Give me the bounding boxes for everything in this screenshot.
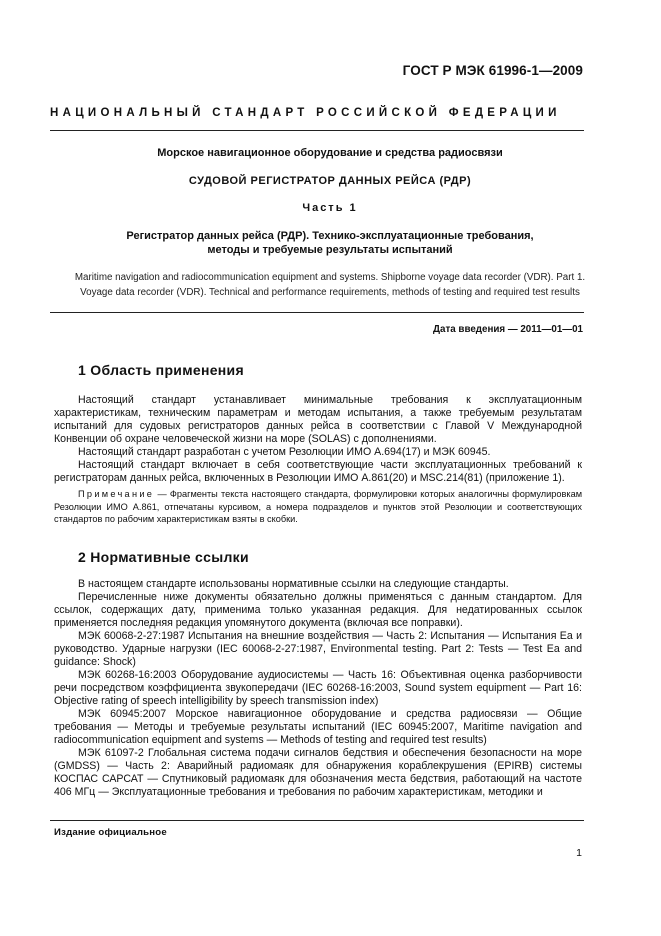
reference-entry: МЭК 61097-2 Глобальная система подачи сигналов бедствия и обеспечения безопасности на море (GMDSS) — Часть 2: Аварийный радиомаяк для обнаружения кораблекрушения (EPIRB) системы КОСПАС САРСАТ — Спутниковый радиомаяк для обозначения места бедствия, работающий на частоте 406 МГц — Эксплуатационные требования и требования по рабочим характеристикам, методики и — [54, 747, 582, 798]
title-main: СУДОВОЙ РЕГИСТРАТОР ДАННЫХ РЕЙСА (РДР) — [188, 175, 472, 187]
section-1-paragraph: Настоящий стандарт включает в себя соответствующие части эксплуатационных требований к регистраторам данных рейса, включенных в Резолюции ИМО А.861(20) и MSC.214(81) (приложение 1). — [54, 459, 582, 484]
section-1-heading: 1 Область применения — [78, 362, 244, 378]
title-subtitle — [60, 229, 600, 257]
introduction-date: Дата введения — 2011—01—01 — [433, 324, 583, 335]
section-2-paragraph: Перечисленные ниже документы обязательно должны применяться с данным стандартом. Для ссылок, содержащих дату, применима только указанная редакция. Для недатированных ссылок применяется последняя редакция упомянутого документа (включая все поправки). — [54, 591, 582, 629]
gost-code: ГОСТ Р МЭК 61996-1—2009 — [402, 63, 583, 78]
reference-entry: МЭК 60268-16:2003 Оборудование аудиосистемы — Часть 16: Объективная оценка разборчивости речи посредством коэффициента звукопередачи (IEC 60268-16:2003, Sound system equipment — Part 16: Objective rating of speech intelligibility by speech transmission index) — [54, 669, 582, 707]
english-title — [60, 270, 600, 300]
note-text: — Фрагменты текста настоящего стандарта, формулировки которых аналогичны формулировкам Резолюции ИМО А.861, отпечатаны курсивом, а номера подразделов и пунктов этой Резолюции и соответствующих стандартов по рабочим характеристикам взяты в скобки. — [54, 489, 583, 524]
english-title-line2: Voyage data recorder (VDR). Technical and performance requirements, methods of testing and required test results — [80, 287, 580, 298]
section-1-paragraph: Настоящий стандарт разработан с учетом Резолюции ИМО А.694(17) и МЭК 60945. — [78, 446, 491, 458]
reference-entry: МЭК 60068-2-27:1987 Испытания на внешние воздействия — Часть 2: Испытания — Испытания Еа и руководство. Ударные нагрузки (IEC 60068-2-27:1987, Environmental testing. Part 2: Tests — Test Ea and guidance: Shock) — [54, 630, 582, 668]
reference-entry: МЭК 60945:2007 Морское навигационное оборудование и средства радиосвязи — Общие требования — Методы и требуемые результаты испытаний (IEC 60945:2007, Maritime navigation and radiocommunication equipment and systems — Methods of testing and required test results) — [54, 708, 582, 746]
page-number: 1 — [576, 847, 582, 859]
english-title-line1: Maritime navigation and radiocommunication equipment and systems. Shipborne voyage data recorder (VDR). Part 1. — [74, 272, 586, 283]
section-2-paragraph: В настоящем стандарте использованы нормативные ссылки на следующие стандарты. — [78, 578, 509, 590]
title-rule — [50, 312, 584, 313]
title-subtitle-line2: методы и требуемые результаты испытаний — [207, 244, 453, 256]
section-2-body — [54, 578, 582, 799]
title-subtitle-line1: Регистратор данных рейса (РДР). Технико-эксплуатационные требования, — [126, 230, 534, 242]
footer-rule — [50, 820, 584, 821]
official-edition-label: Издание официальное — [54, 827, 167, 838]
title-subject: Морское навигационное оборудование и средства радиосвязи — [157, 147, 503, 159]
note-label: Примечание — [78, 489, 155, 499]
section-1-body — [54, 394, 582, 526]
section-1-note — [54, 488, 582, 526]
title-part: Часть 1 — [302, 202, 358, 214]
section-2-heading: 2 Нормативные ссылки — [78, 549, 249, 565]
header-rule — [50, 130, 584, 131]
section-1-paragraph: Настоящий стандарт устанавливает минимальные требования к эксплуатационным характеристикам, техническим параметрам и методам испытания, а также требуемым результатам испытаний для судовых регистраторов данных рейса в соответствии с Главой V Международной Конвенции об охране человеческой жизни на море (SOLAS) с дополнениями. — [54, 394, 582, 445]
national-standard-banner: НАЦИОНАЛЬНЫЙ СТАНДАРТ РОССИЙСКОЙ ФЕДЕРАЦИИ — [50, 107, 561, 119]
